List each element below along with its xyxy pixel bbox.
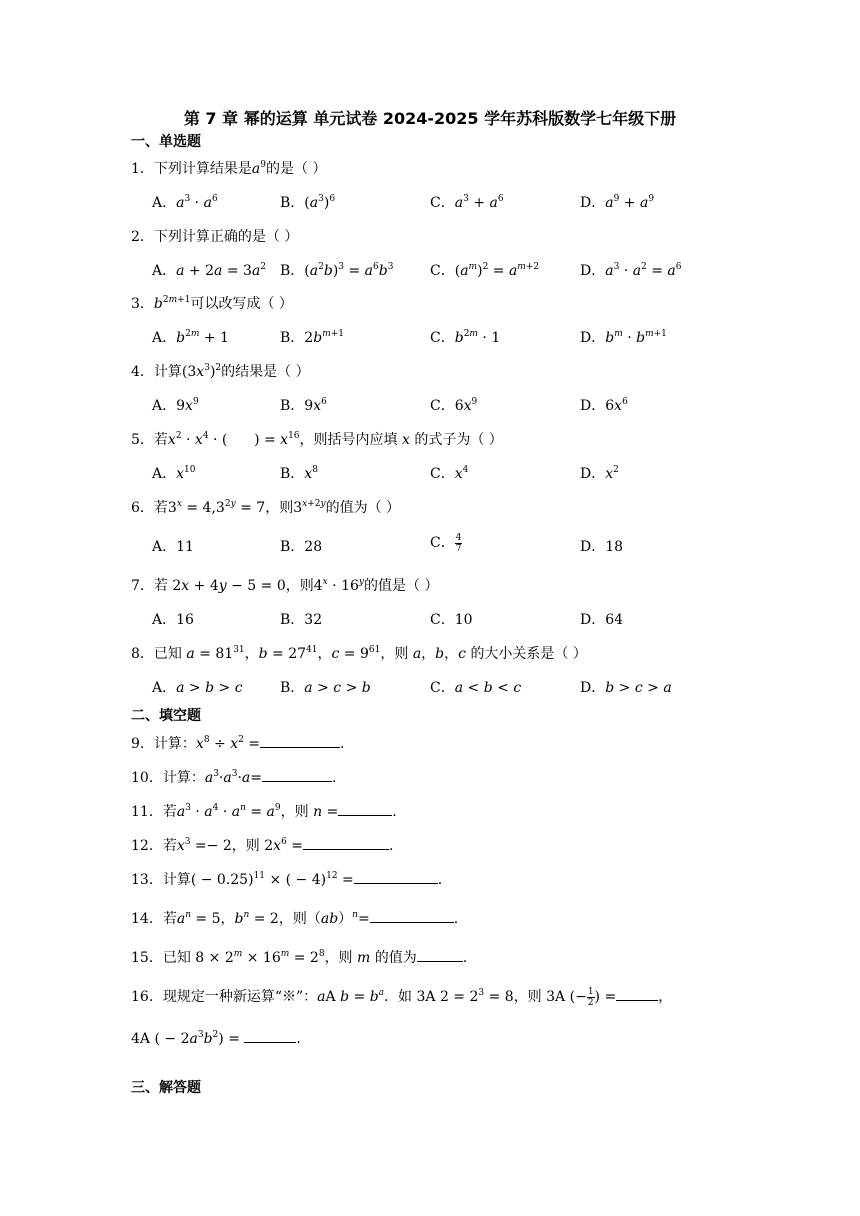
q8-option-c[interactable]: C．a < b < c <box>430 680 522 696</box>
question-14: 14．若$a^n = 5$，$b^n = 2$，则（ab）$^n$= . <box>131 910 459 927</box>
q4-option-a[interactable]: A．$9x^9$ <box>152 397 199 414</box>
q7-option-d[interactable]: D．64 <box>580 612 624 628</box>
q3-option-a[interactable]: A．$b^{2m} + 1$ <box>152 329 229 346</box>
answer-blank[interactable] <box>417 947 463 962</box>
q4-option-d[interactable]: D．$6x^6$ <box>580 397 628 414</box>
q1-option-c[interactable]: C．$a^3 + a^6$ <box>430 194 504 211</box>
section-heading-multiple-choice: 一、单选题 <box>131 134 201 150</box>
q4-option-c[interactable]: C．$6x^9$ <box>430 397 478 414</box>
question-9: 9．计算：$x^8 \div x^2$ = . <box>131 735 345 752</box>
q4-option-b[interactable]: B．$9x^6$ <box>280 397 327 414</box>
q7-option-c[interactable]: C．10 <box>430 612 473 628</box>
document-title: 第 7 章 幂的运算 单元试卷 2024-2025 学年苏科版数学七年级下册 <box>183 109 677 128</box>
q5-option-b[interactable]: B．$x^8$ <box>280 465 318 482</box>
section-heading-fill-in: 二、填空题 <box>131 708 201 724</box>
answer-blank[interactable] <box>338 801 392 816</box>
q6-option-a[interactable]: A．11 <box>152 539 194 555</box>
q1-option-d[interactable]: D．$a^9 + a^9$ <box>580 194 655 211</box>
answer-blank[interactable] <box>616 986 658 1001</box>
q2-option-d[interactable]: D．$a^3 \cdot a^2 = a^6$ <box>580 262 682 279</box>
q7-option-a[interactable]: A．16 <box>152 612 194 628</box>
question-15: 15．已知 $8 \times 2^m \times 16^m = 2^8$，则 m 的值为 . <box>131 949 468 966</box>
question-2: 2．下列计算正确的是（ ） <box>131 229 299 245</box>
question-16-line-2: 4A ( − $2a^3b^2$) = . <box>131 1030 301 1047</box>
answer-blank[interactable] <box>244 1028 296 1043</box>
question-7: 7．若 2x + 4y − 5 = 0，则$4^x \cdot 16^y$的值是（ ） <box>131 577 439 594</box>
q5-option-c[interactable]: C．$x^4$ <box>430 465 469 482</box>
q8-option-d[interactable]: D．b > c > a <box>580 680 672 696</box>
q3-option-c[interactable]: C．$b^{2m} \cdot 1$ <box>430 329 501 346</box>
question-8: 8．已知 $a = 81^{31}$，$b = 27^{41}$，$c = 9^{61}$，则 a，b，c 的大小关系是（ ） <box>131 645 587 662</box>
answer-blank[interactable] <box>303 835 389 850</box>
q2-option-a[interactable]: A．$a + 2a = 3a^2$ <box>152 262 267 279</box>
q2-option-c[interactable]: C．$(a^m)^2 = a^{m+2}$ <box>430 262 540 279</box>
question-4: 4．计算$(3x^3)^2$的结果是（ ） <box>131 363 310 380</box>
question-5: 5．若$x^2 \cdot x^4$ · ( ) = $x^{16}$，则括号内应填 x 的式子为（ ） <box>131 431 503 448</box>
question-3: 3．$b^{2m+1}$可以改写成（ ） <box>131 295 293 312</box>
answer-blank[interactable] <box>370 908 454 923</box>
question-12: 12．若$x^3 =- 2$，则 $2x^6$ = . <box>131 837 394 854</box>
q2-option-b[interactable]: B．$(a^2b)^3 = a^6b^3$ <box>280 262 394 279</box>
q8-option-b[interactable]: B．a > c > b <box>280 680 371 696</box>
fraction: $\frac{4}{7}$ <box>455 532 462 554</box>
q6-option-b[interactable]: B．28 <box>280 539 323 555</box>
question-10: 10．计算：$a^3\cdot a^3\cdot a=$ . <box>131 769 337 786</box>
section-heading-solution: 三、解答题 <box>131 1080 201 1096</box>
q8-option-a[interactable]: A．a > b > c <box>152 680 243 696</box>
answer-blank[interactable] <box>260 733 340 748</box>
question-6: 6．若$3^x = 4,3^{2y} = 7$，则$3^{x+2y}$的值为（ ） <box>131 499 401 516</box>
fraction: $\frac{1}{2}$ <box>587 986 594 1008</box>
q7-option-b[interactable]: B．32 <box>280 612 323 628</box>
question-16: 16．现规定一种新运算“※”：aA $b = b^a$．如 3A $2 = 2^3 = 8$，则 3A (− $\frac{1}{2}$ ) = ， <box>131 986 673 1008</box>
q1-option-a[interactable]: A．$a^3 \cdot a^6$ <box>152 194 218 211</box>
answer-blank[interactable] <box>354 869 438 884</box>
q3-option-b[interactable]: B．$2b^{m+1}$ <box>280 329 345 346</box>
q6-option-d[interactable]: D．18 <box>580 539 624 555</box>
q1-option-b[interactable]: B．$(a^3)^6$ <box>280 194 336 211</box>
q3-option-d[interactable]: D．$b^m \cdot b^{m+1}$ <box>580 329 667 346</box>
question-11: 11．若$a^3 \cdot a^4 \cdot a^n = a^9$，则 n = . <box>131 803 397 820</box>
q5-option-a[interactable]: A．$x^{10}$ <box>152 465 196 482</box>
answer-blank[interactable] <box>262 767 332 782</box>
q5-option-d[interactable]: D．$x^2$ <box>580 465 619 482</box>
question-13: 13．计算( − 0.25)$^{11}$ × ( − 4)$^{12}$ = . <box>131 871 443 888</box>
q6-option-c[interactable]: C． $\frac{4}{7}$ <box>430 532 462 554</box>
question-1: 1．下列计算结果是$a^9$的是（ ） <box>131 160 327 177</box>
